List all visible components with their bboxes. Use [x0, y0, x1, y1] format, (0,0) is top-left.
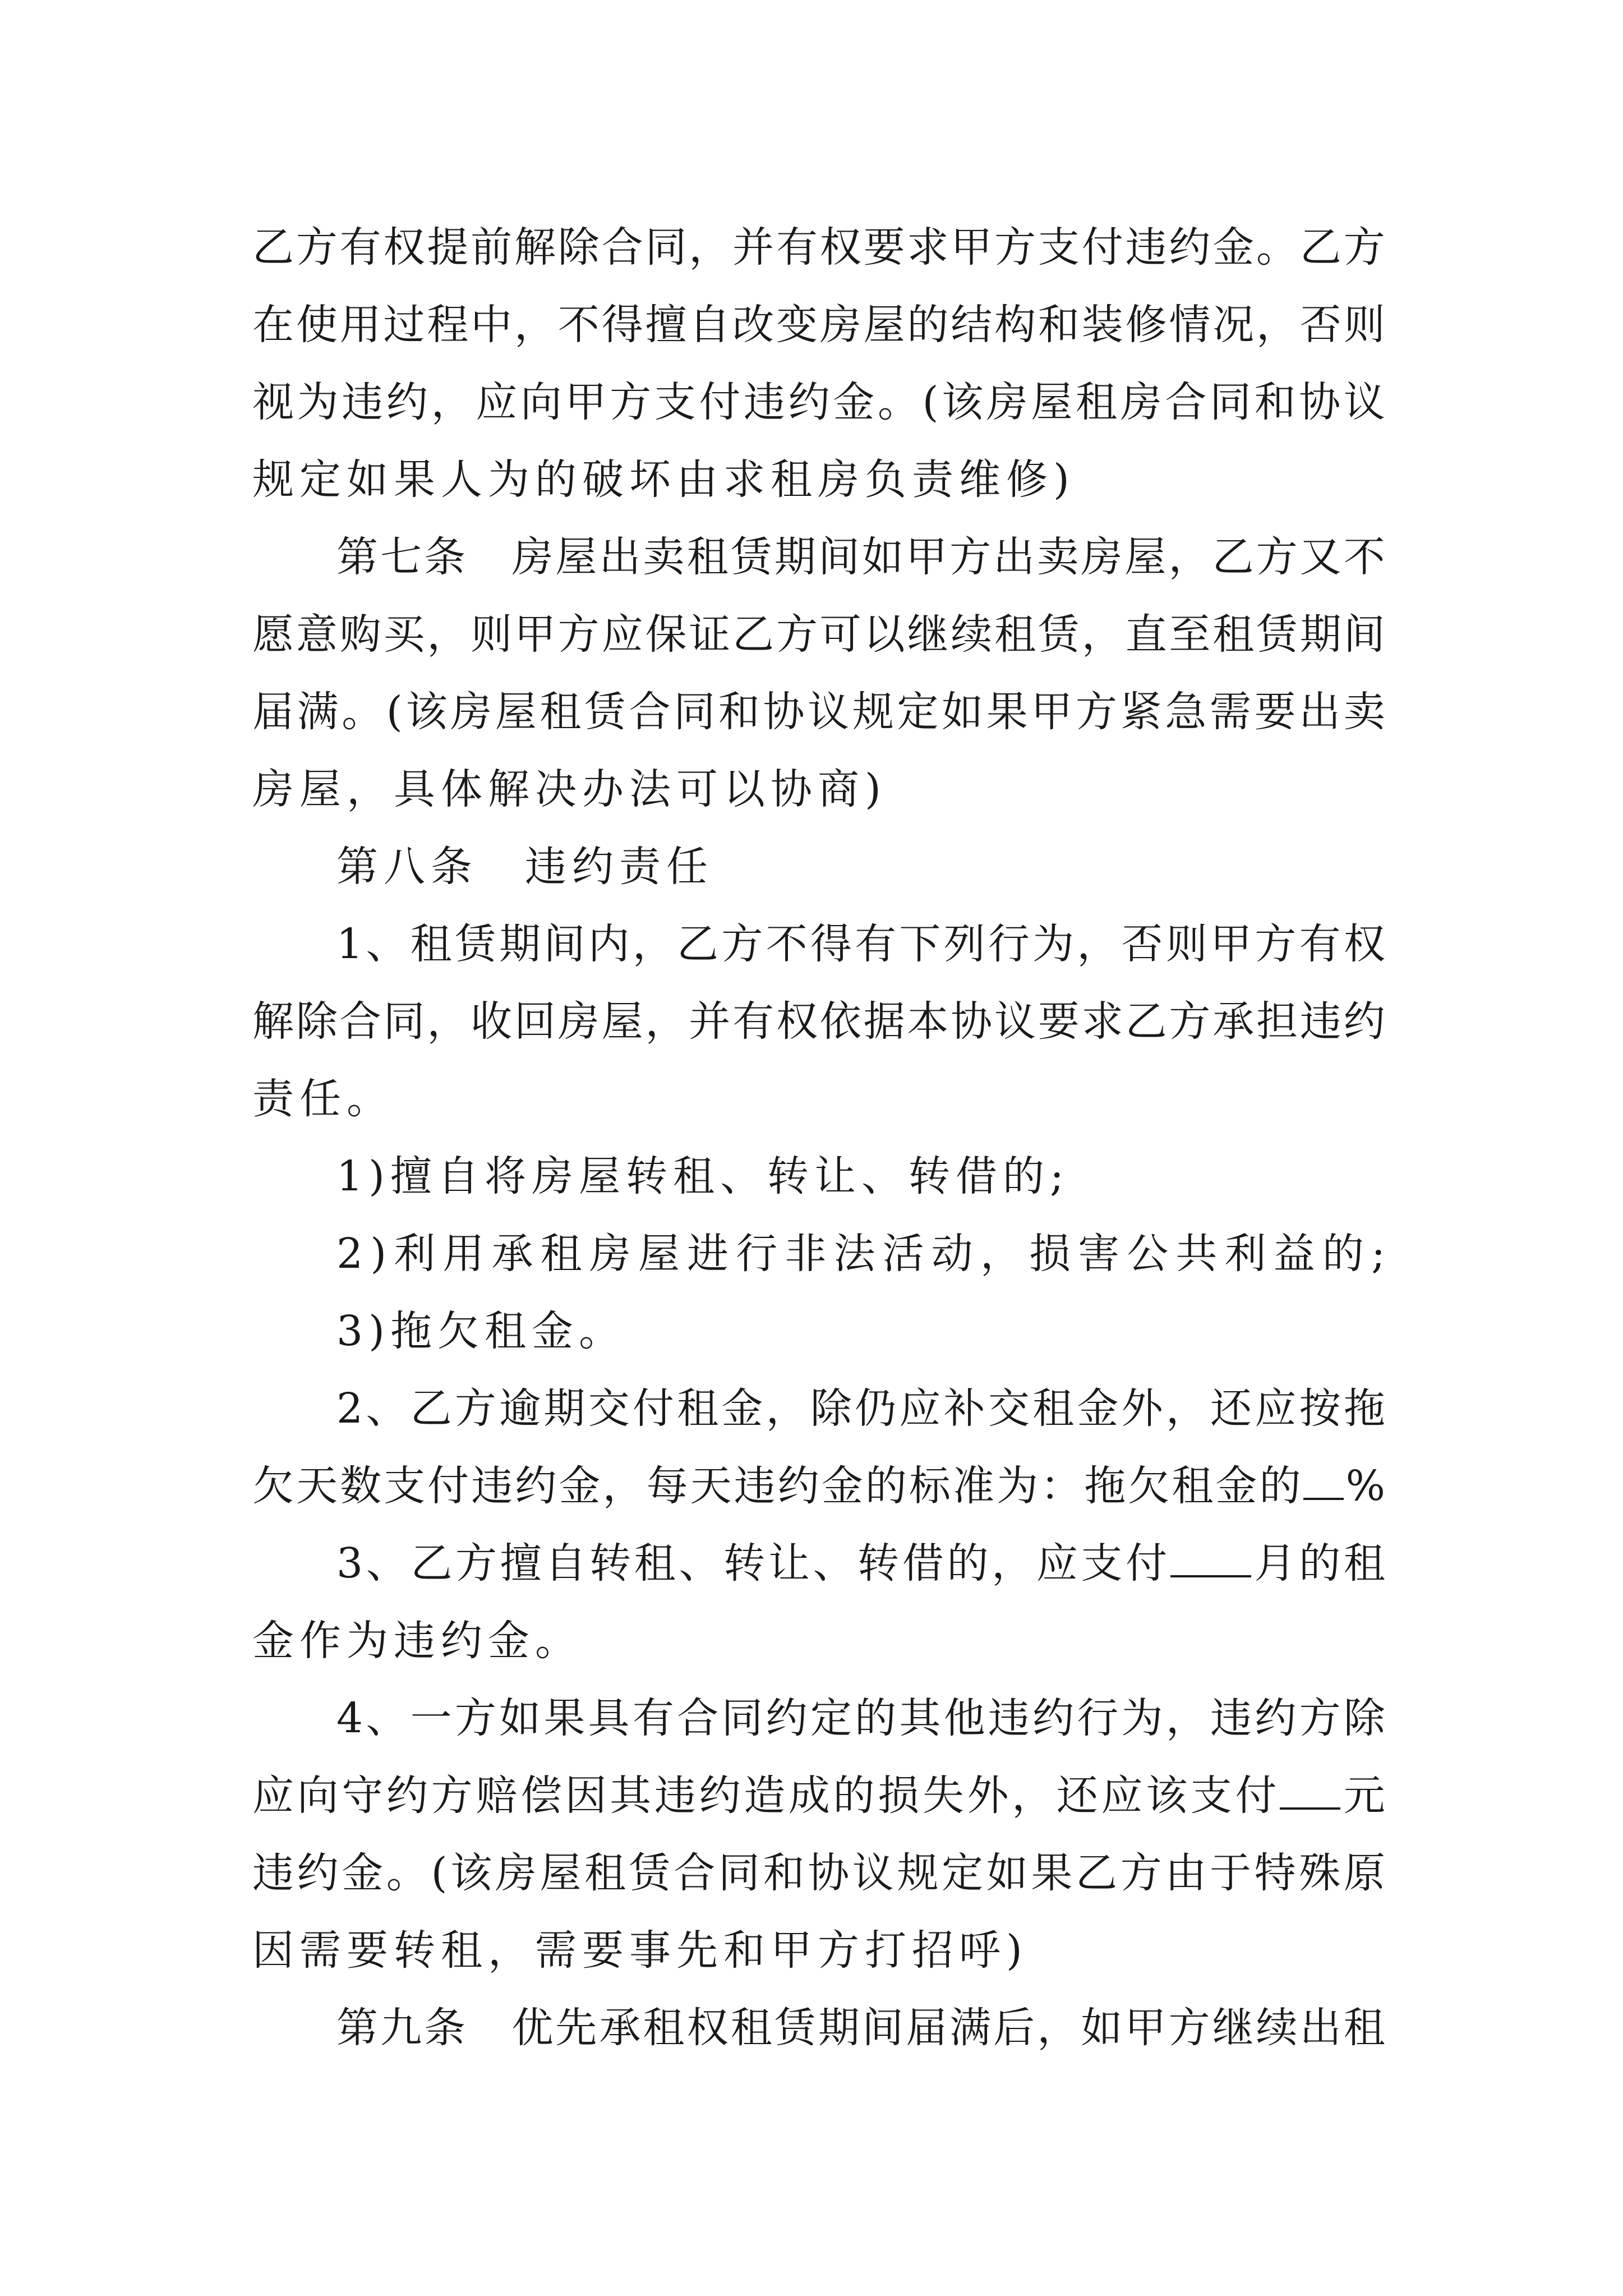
item-3-line: 金 作 为 违 约 金 。	[252, 1617, 582, 1665]
item-1-line: 解 除 合 同 ， 收 回 房 屋 ， 并 有 权 依 据 本 协 议 要 求 乙 方 承 担 违 约	[252, 997, 1385, 1046]
fill-in-blank	[1170, 1536, 1251, 1577]
article-9-line: 第 九 条 优 先 承 租 权 租 赁 期 间 届 满 后 ， 如 甲 方 继 续 出 租	[336, 2004, 1385, 2052]
item-4-line: 应 向 守 约 方 赔 偿 因 其 违 约 造 成 的 损 失 外 ， 还 应 该 支 付 元	[252, 1757, 1385, 1834]
article-7-line: 房 屋 ， 具 体 解 决 办 法 可 以 协 商 )	[252, 765, 887, 813]
item-1-line: 1 、 租 赁 期 间 内 ， 乙 方 不 得 有 下 列 行 为 ， 否 则 甲 方 有 权	[336, 920, 1385, 968]
item-3-line: 3 、 乙 方 擅 自 转 租 、 转 让 、 转 借 的 ， 应 支 付 月 的 租	[252, 1525, 1385, 1602]
article-7-line: 愿 意 购 买 ， 则 甲 方 应 保 证 乙 方 可 以 继 续 租 赁 ， 直 至 租 赁 期 间	[252, 610, 1385, 659]
item-4-line: 违 约 金 。 ( 该 房 屋 租 赁 合 同 和 协 议 规 定 如 果 乙 方 由 于 特 殊 原	[252, 1849, 1385, 1897]
item-1-2-line: 2 ) 利 用 承 租 房 屋 进 行 非 法 活 动 ， 损 害 公 共 利 益 的 ;	[336, 1230, 1385, 1278]
item-4-line: 因 需 要 转 租 ， 需 要 事 先 和 甲 方 打 招 呼 )	[252, 1926, 1028, 1975]
item-4-line: 4 、 一 方 如 果 具 有 合 同 约 定 的 其 他 违 约 行 为 ， 违 约 方 除	[336, 1694, 1385, 1742]
item-1-3-line: 3 ) 拖 欠 租 金 。	[336, 1307, 626, 1355]
article-7-line: 届 满 。 ( 该 房 屋 租 赁 合 同 和 协 议 规 定 如 果 甲 方 紧 急 需 要 出 卖	[252, 688, 1385, 736]
item-2-line: 2 、 乙 方 逾 期 交 付 租 金 ， 除 仍 应 补 交 租 金 外 ， 还 应 按 拖	[336, 1384, 1385, 1433]
article-7-line: 第 七 条 房 屋 出 卖 租 赁 期 间 如 甲 方 出 卖 房 屋 ， 乙 方 又 不	[336, 533, 1385, 581]
item-1-line: 责 任 。	[252, 1075, 394, 1123]
item-2-line: 欠 天 数 支 付 违 约 金 ， 每 天 违 约 金 的 标 准 为 ： 拖 欠 租 金 的 %	[252, 1447, 1385, 1525]
p-continuation-line: 在 使 用 过 程 中 ， 不 得 擅 自 改 变 房 屋 的 结 构 和 装 修 情 况 ， 否 则	[252, 301, 1385, 349]
fill-in-blank	[1280, 1768, 1340, 1810]
p-continuation-line: 规 定 如 果 人 为 的 破 坏 由 求 租 房 负 责 维 修 )	[252, 455, 1075, 504]
article-8-heading-line: 第 八 条 违 约 责 任	[336, 843, 713, 891]
document-body	[252, 209, 1385, 2067]
p-continuation-line: 视 为 违 约 ， 应 向 甲 方 支 付 违 约 金 。 ( 该 房 屋 租 房 合 同 和 协 议	[252, 378, 1385, 426]
item-1-1-line: 1 ) 擅 自 将 房 屋 转 租 、 转 让 、 转 借 的 ;	[336, 1152, 1069, 1200]
fill-in-blank	[1303, 1458, 1344, 1500]
p-continuation-line: 乙 方 有 权 提 前 解 除 合 同 ， 并 有 权 要 求 甲 方 支 付 违 约 金 。 乙 方	[252, 223, 1385, 272]
